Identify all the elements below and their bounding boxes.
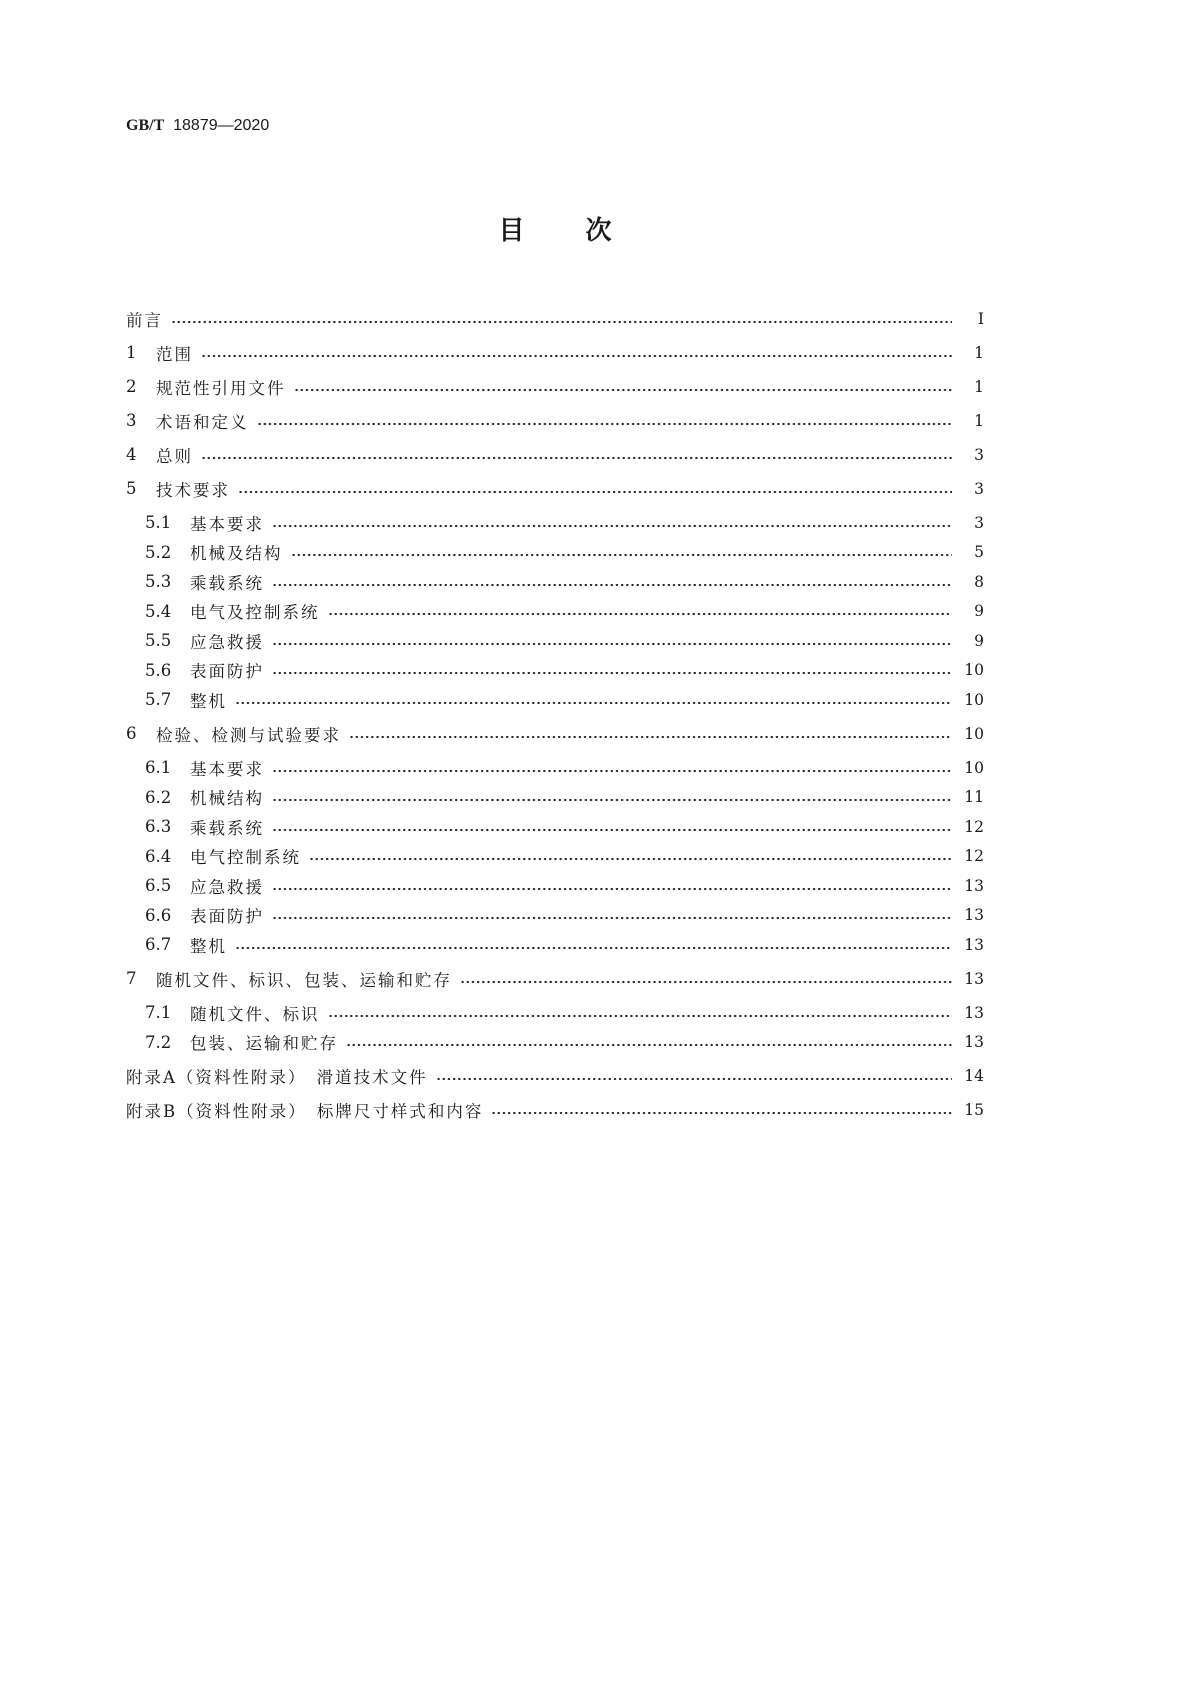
toc-entry[interactable] <box>126 1096 984 1126</box>
toc-entry-number: 4 <box>126 445 137 465</box>
page-title <box>0 210 1110 247</box>
toc-entry-number: 6.5 <box>145 876 172 896</box>
standard-prefix: GB/T <box>126 117 165 134</box>
toc-entry-title: 电气及控制系统 <box>190 603 320 623</box>
dot-leader <box>272 828 952 832</box>
toc-entry-page: 3 <box>974 513 984 532</box>
toc-entry-number: 5.7 <box>145 690 172 710</box>
toc-entry-number: 5.2 <box>145 542 172 562</box>
toc-entry-title: 附录B（资料性附录） 标牌尺寸样式和内容 <box>126 1102 484 1122</box>
dot-leader <box>272 887 952 891</box>
toc-entry-number: 5.4 <box>145 601 172 621</box>
toc-entry-number: 1 <box>126 343 137 363</box>
toc-entry[interactable] <box>126 656 984 686</box>
dot-leader <box>201 456 952 460</box>
standard-code: 18879—2020 <box>173 117 270 134</box>
toc-entry-number: 5.6 <box>145 660 172 680</box>
dot-leader <box>272 524 952 528</box>
dot-leader <box>349 735 952 739</box>
toc-entry[interactable] <box>126 597 984 627</box>
toc-entry-page: 1 <box>974 377 984 396</box>
toc-entry-number: 6.1 <box>145 758 172 778</box>
toc-entry-page: 11 <box>964 788 984 807</box>
toc-entry[interactable] <box>126 998 984 1028</box>
toc-entry-title: 乘载系统 <box>190 573 264 593</box>
toc-entry-page: 3 <box>974 479 984 498</box>
dot-leader <box>309 857 952 861</box>
toc-entry-title: 随机文件、标识、包装、运输和贮存 <box>156 970 452 990</box>
toc-entry-number: 6.4 <box>145 846 172 866</box>
toc-entry-page: 8 <box>974 572 984 591</box>
toc-entry[interactable] <box>126 964 984 994</box>
dot-leader <box>201 354 952 358</box>
toc-entry-title: 总则 <box>156 446 193 466</box>
toc-entry-title: 乘载系统 <box>190 818 264 838</box>
dot-leader <box>272 671 952 675</box>
toc-entry-title: 机械结构 <box>190 789 264 809</box>
dot-leader <box>272 769 952 773</box>
toc-entry-title: 术语和定义 <box>156 412 249 432</box>
toc-entry-title: 应急救援 <box>190 877 264 897</box>
toc-entry-title: 整机 <box>190 691 227 711</box>
toc-entry-number: 6.3 <box>145 817 172 837</box>
dot-leader <box>272 916 952 920</box>
toc-entry[interactable] <box>126 406 984 436</box>
dot-leader <box>235 946 952 950</box>
toc-entry-page: 10 <box>964 690 984 709</box>
toc-entry-title: 应急救援 <box>190 632 264 652</box>
toc-entry[interactable] <box>126 474 984 504</box>
toc-entry-page: 5 <box>974 543 984 562</box>
toc-entry[interactable] <box>126 783 984 813</box>
toc-entry[interactable] <box>126 871 984 901</box>
toc-entry-title: 附录A（资料性附录） 滑道技术文件 <box>126 1068 428 1088</box>
toc-entry-title: 基本要求 <box>190 759 264 779</box>
dot-leader <box>235 701 952 705</box>
toc-entry-number: 6.2 <box>145 787 172 807</box>
toc-entry[interactable] <box>126 1062 984 1092</box>
toc-entry-number: 5.1 <box>145 513 172 533</box>
toc-entry[interactable] <box>126 372 984 402</box>
toc-entry-title: 机械及结构 <box>190 544 283 564</box>
toc-entry[interactable] <box>126 719 984 749</box>
toc-entry-page: 13 <box>964 969 984 988</box>
toc-entry[interactable] <box>126 440 984 470</box>
toc-entry-title: 表面防护 <box>190 662 264 682</box>
dot-leader <box>460 980 952 984</box>
title-char-2: 次 <box>585 216 612 246</box>
dot-leader <box>272 583 952 587</box>
dot-leader <box>238 490 952 494</box>
toc-entry[interactable] <box>126 626 984 656</box>
toc-entry-number: 6.6 <box>145 905 172 925</box>
toc-entry-number: 5 <box>126 479 137 499</box>
toc-entry[interactable] <box>126 753 984 783</box>
toc-entry[interactable] <box>126 812 984 842</box>
toc-entry-title: 范围 <box>156 344 193 364</box>
toc-entry[interactable] <box>126 304 984 334</box>
toc-entry[interactable] <box>126 930 984 960</box>
toc-entry-page: 9 <box>974 602 984 621</box>
dot-leader <box>272 798 952 802</box>
title-char-1: 目 <box>498 216 525 246</box>
toc-entry-title: 检验、检测与试验要求 <box>156 725 341 745</box>
toc-entry-title: 前言 <box>126 310 163 330</box>
dot-leader <box>294 388 953 392</box>
toc-entry-title: 表面防护 <box>190 907 264 927</box>
dot-leader <box>257 422 953 426</box>
dot-leader <box>272 642 952 646</box>
toc-entry-number: 6 <box>126 724 137 744</box>
toc-entry[interactable] <box>126 338 984 368</box>
dot-leader <box>328 612 953 616</box>
toc-entry-page: 1 <box>974 411 984 430</box>
toc-entry-page: 1 <box>974 343 984 362</box>
toc-entry-page: 12 <box>964 847 984 866</box>
toc-entry-number: 2 <box>126 377 137 397</box>
toc-entry-page: 13 <box>964 935 984 954</box>
toc-entry-page: 14 <box>964 1067 984 1086</box>
toc-entry-title: 随机文件、标识 <box>190 1004 320 1024</box>
toc-entry[interactable] <box>126 685 984 715</box>
toc-entry-number: 7.2 <box>145 1032 172 1052</box>
dot-leader <box>491 1111 952 1115</box>
toc-entry-page: 10 <box>964 758 984 777</box>
toc-entry-page: 3 <box>974 445 984 464</box>
toc-entry-title: 基本要求 <box>190 514 264 534</box>
toc-entry[interactable] <box>126 901 984 931</box>
standard-number <box>126 117 269 135</box>
toc-entry[interactable] <box>126 538 984 568</box>
dot-leader <box>436 1077 952 1081</box>
dot-leader <box>171 320 952 324</box>
toc-entry-page: 13 <box>964 906 984 925</box>
toc-entry-number: 7.1 <box>145 1003 172 1023</box>
toc-entry-title: 电气控制系统 <box>190 848 301 868</box>
toc-entry-title: 包装、运输和贮存 <box>190 1034 338 1054</box>
toc-entry[interactable] <box>126 567 984 597</box>
toc-entry-number: 6.7 <box>145 935 172 955</box>
toc-entry-page: 12 <box>964 817 984 836</box>
toc-entry-title: 整机 <box>190 936 227 956</box>
table-of-contents <box>126 304 984 1125</box>
toc-entry-page: 13 <box>964 1003 984 1022</box>
toc-entry-page: 13 <box>964 1033 984 1052</box>
toc-entry[interactable] <box>126 1028 984 1058</box>
toc-entry-title: 技术要求 <box>156 480 230 500</box>
toc-entry-page: 10 <box>964 661 984 680</box>
toc-entry-number: 5.3 <box>145 572 172 592</box>
dot-leader <box>328 1014 953 1018</box>
toc-entry-number: 3 <box>126 411 137 431</box>
toc-entry-page: 9 <box>974 631 984 650</box>
dot-leader <box>291 553 953 557</box>
toc-entry-page: 13 <box>964 876 984 895</box>
toc-entry-page: 10 <box>964 724 984 743</box>
dot-leader <box>346 1043 952 1047</box>
toc-entry-title: 规范性引用文件 <box>156 378 286 398</box>
toc-entry[interactable] <box>126 508 984 538</box>
toc-entry[interactable] <box>126 842 984 872</box>
toc-entry-page: 15 <box>964 1101 984 1120</box>
toc-entry-number: 7 <box>126 969 137 989</box>
toc-entry-page: Ⅰ <box>977 309 984 328</box>
toc-entry-number: 5.5 <box>145 631 172 651</box>
